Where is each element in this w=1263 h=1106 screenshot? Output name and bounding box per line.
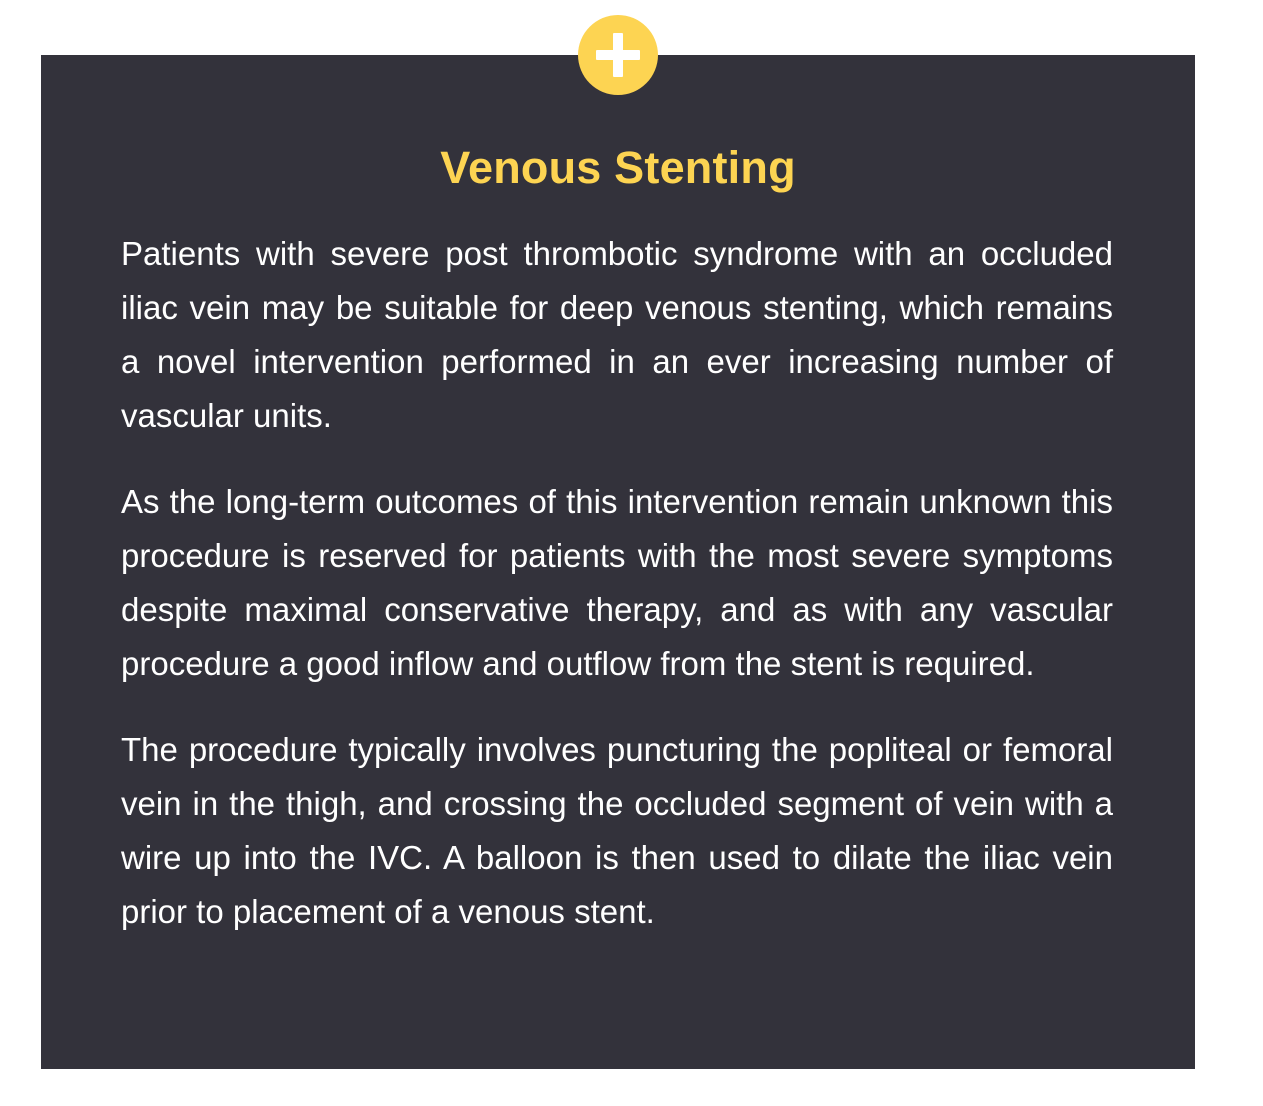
card-paragraph-3: The procedure typically involves puncturing the popliteal or femoral vein in the thigh, and crossing the occluded segment of vein with a wire up into the IVC. A balloon is then used to dilate the iliac vein prior to placement of a venous stent.	[121, 731, 1113, 930]
info-card	[41, 55, 1195, 1069]
card-paragraph-2: As the long-term outcomes of this intervention remain unknown this procedure is reserved for patients with the most severe symptoms despite maximal conservative therapy, and as with any vascular procedure a good inflow and outflow from the stent is required.	[121, 483, 1113, 682]
card-paragraph-1: Patients with severe post thrombotic syndrome with an occluded iliac vein may be suitable for deep venous stenting, which remains a novel intervention performed in an ever increasing number of vascular units.	[121, 235, 1113, 434]
plus-icon	[578, 15, 658, 95]
plus-icon-graphic	[578, 15, 658, 95]
card-title: Venous Stenting	[440, 142, 796, 193]
card-body	[121, 227, 1113, 971]
